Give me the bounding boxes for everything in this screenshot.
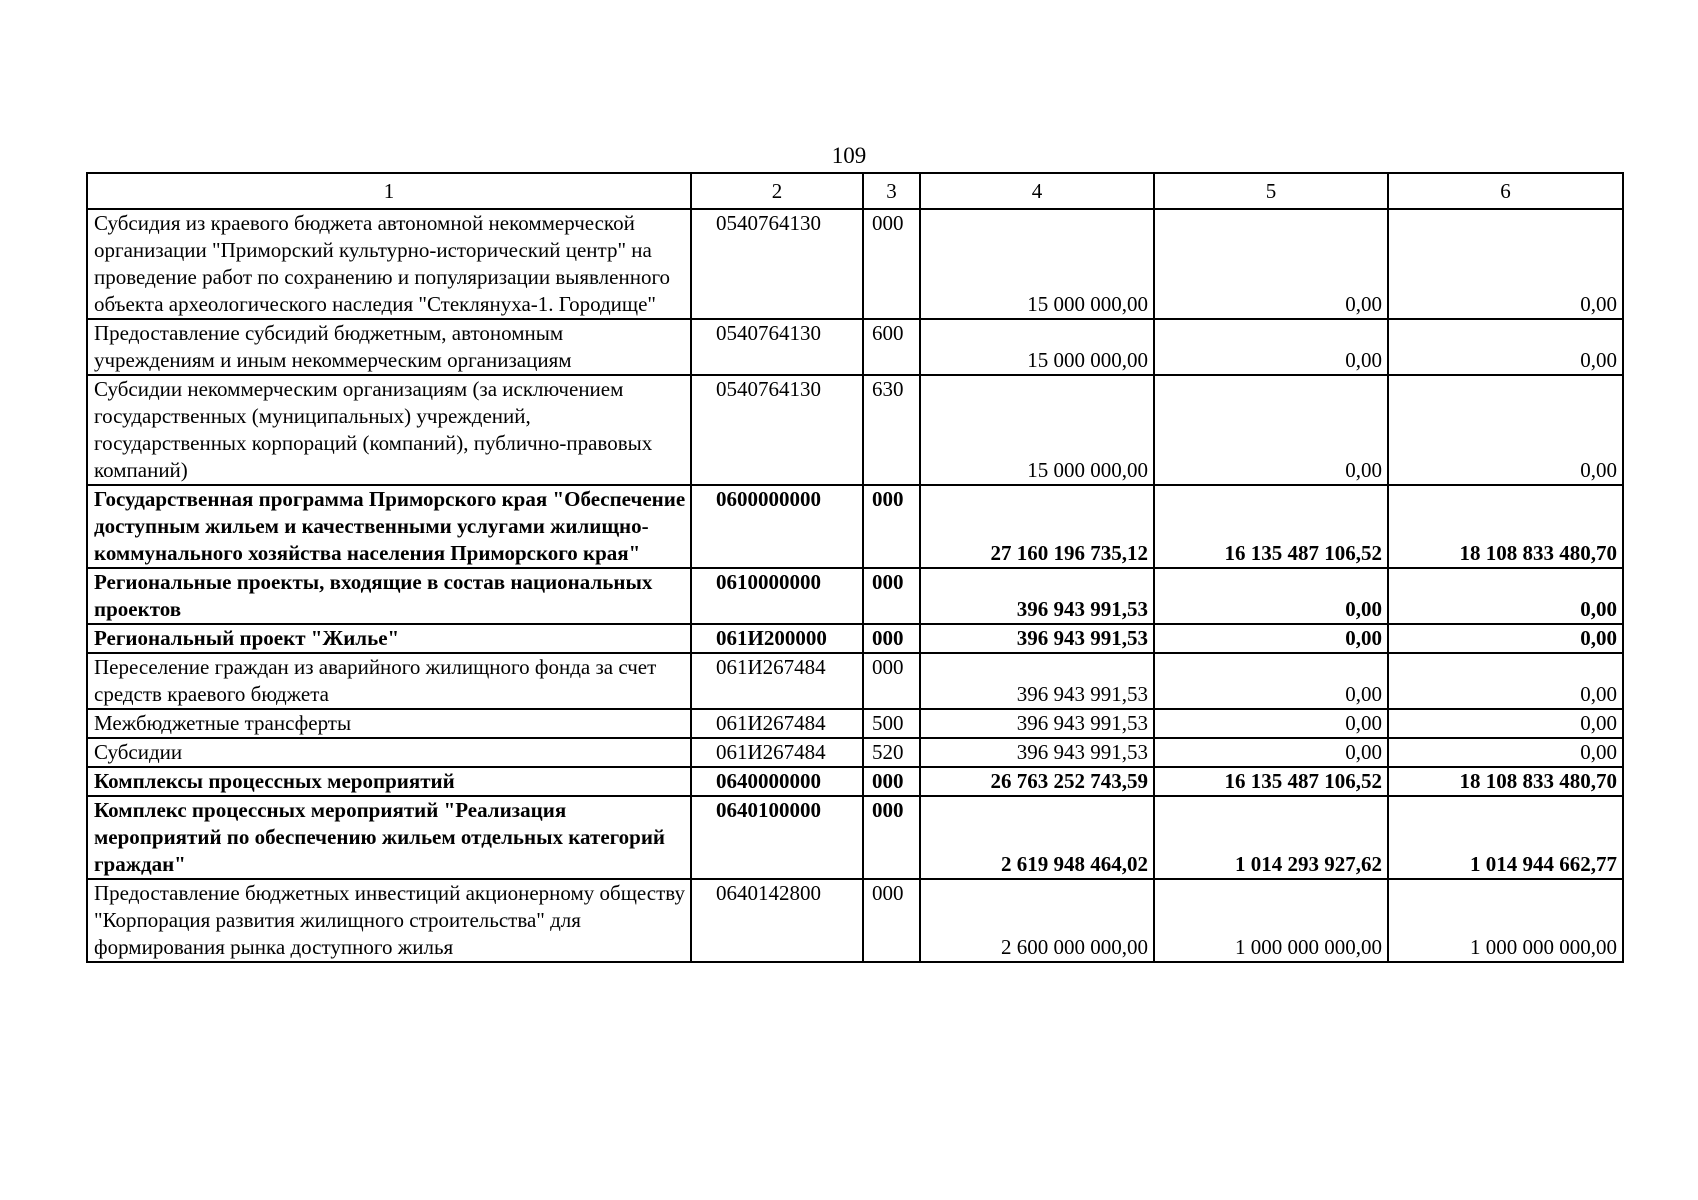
row-amount-2-cell: 1 014 293 927,62 bbox=[1154, 796, 1388, 879]
row-amount-1-cell: 27 160 196 735,12 bbox=[920, 485, 1154, 568]
row-vr-code-cell: 000 bbox=[863, 879, 920, 962]
row-amount-3-cell: 0,00 bbox=[1388, 375, 1623, 485]
row-name-cell: Региональный проект "Жилье" bbox=[87, 624, 691, 653]
row-vr-code-cell: 000 bbox=[863, 568, 920, 624]
row-name-cell: Переселение граждан из аварийного жилищного фонда за счет средств краевого бюджета bbox=[87, 653, 691, 709]
table-row bbox=[87, 319, 1623, 375]
row-csr-code-cell: 061И267484 bbox=[691, 653, 863, 709]
row-csr-code-cell: 0640000000 bbox=[691, 767, 863, 796]
row-csr-code-cell: 0610000000 bbox=[691, 568, 863, 624]
row-amount-2-cell: 0,00 bbox=[1154, 709, 1388, 738]
row-amount-1-cell: 396 943 991,53 bbox=[920, 738, 1154, 767]
row-vr-code-cell: 630 bbox=[863, 375, 920, 485]
row-amount-1-cell: 396 943 991,53 bbox=[920, 568, 1154, 624]
row-amount-2-cell: 0,00 bbox=[1154, 319, 1388, 375]
table-row bbox=[87, 653, 1623, 709]
row-amount-3-cell: 18 108 833 480,70 bbox=[1388, 767, 1623, 796]
row-csr-code-cell: 0540764130 bbox=[691, 209, 863, 319]
row-amount-2-cell: 0,00 bbox=[1154, 624, 1388, 653]
table-row bbox=[87, 796, 1623, 879]
table-row bbox=[87, 209, 1623, 319]
row-vr-code-cell: 500 bbox=[863, 709, 920, 738]
row-amount-2-cell: 16 135 487 106,52 bbox=[1154, 767, 1388, 796]
row-csr-code-cell: 0540764130 bbox=[691, 375, 863, 485]
row-name-cell: Комплексы процессных мероприятий bbox=[87, 767, 691, 796]
header-col-6: 6 bbox=[1388, 173, 1623, 209]
row-amount-3-cell: 0,00 bbox=[1388, 709, 1623, 738]
row-amount-3-cell: 0,00 bbox=[1388, 653, 1623, 709]
row-name-cell: Региональные проекты, входящие в состав национальных проектов bbox=[87, 568, 691, 624]
header-col-3: 3 bbox=[863, 173, 920, 209]
page-number: 109 bbox=[831, 143, 867, 168]
row-amount-2-cell: 0,00 bbox=[1154, 738, 1388, 767]
row-amount-1-cell: 15 000 000,00 bbox=[920, 209, 1154, 319]
row-amount-1-cell: 15 000 000,00 bbox=[920, 375, 1154, 485]
row-amount-2-cell: 16 135 487 106,52 bbox=[1154, 485, 1388, 568]
row-name-cell: Комплекс процессных мероприятий "Реализация мероприятий по обеспечению жильем отдельных категорий граждан" bbox=[87, 796, 691, 879]
row-csr-code-cell: 0600000000 bbox=[691, 485, 863, 568]
table-row bbox=[87, 375, 1623, 485]
header-col-2: 2 bbox=[691, 173, 863, 209]
row-csr-code-cell: 0640100000 bbox=[691, 796, 863, 879]
row-name-cell: Предоставление бюджетных инвестиций акционерному обществу "Корпорация развития жилищного строительства" для формирования рынка доступного жилья bbox=[87, 879, 691, 962]
row-amount-1-cell: 396 943 991,53 bbox=[920, 624, 1154, 653]
row-name-cell: Предоставление субсидий бюджетным, автономным учреждениям и иным некоммерческим организациям bbox=[87, 319, 691, 375]
row-amount-3-cell: 0,00 bbox=[1388, 624, 1623, 653]
table-row bbox=[87, 738, 1623, 767]
row-csr-code-cell: 0640142800 bbox=[691, 879, 863, 962]
row-amount-1-cell: 2 619 948 464,02 bbox=[920, 796, 1154, 879]
row-name-cell: Государственная программа Приморского края "Обеспечение доступным жильем и качественными услугами жилищно-коммунального хозяйства населения Приморского края" bbox=[87, 485, 691, 568]
table-row bbox=[87, 568, 1623, 624]
row-amount-2-cell: 1 000 000 000,00 bbox=[1154, 879, 1388, 962]
table-header-row bbox=[87, 173, 1623, 209]
row-amount-1-cell: 2 600 000 000,00 bbox=[920, 879, 1154, 962]
row-amount-3-cell: 18 108 833 480,70 bbox=[1388, 485, 1623, 568]
row-amount-3-cell: 0,00 bbox=[1388, 209, 1623, 319]
row-amount-2-cell: 0,00 bbox=[1154, 568, 1388, 624]
row-name-cell: Субсидии bbox=[87, 738, 691, 767]
row-amount-3-cell: 1 014 944 662,77 bbox=[1388, 796, 1623, 879]
row-csr-code-cell: 061И200000 bbox=[691, 624, 863, 653]
row-csr-code-cell: 0540764130 bbox=[691, 319, 863, 375]
row-amount-3-cell: 0,00 bbox=[1388, 738, 1623, 767]
row-csr-code-cell: 061И267484 bbox=[691, 709, 863, 738]
header-col-4: 4 bbox=[920, 173, 1154, 209]
row-amount-1-cell: 15 000 000,00 bbox=[920, 319, 1154, 375]
row-amount-2-cell: 0,00 bbox=[1154, 209, 1388, 319]
row-vr-code-cell: 000 bbox=[863, 653, 920, 709]
table-row bbox=[87, 624, 1623, 653]
row-vr-code-cell: 000 bbox=[863, 485, 920, 568]
row-name-cell: Субсидия из краевого бюджета автономной некоммерческой организации "Приморский культурно-исторический центр" на проведение работ по сохранению и популяризации выявленного объекта археологического наследия "Стеклянуха-1. Городище" bbox=[87, 209, 691, 319]
row-amount-2-cell: 0,00 bbox=[1154, 653, 1388, 709]
row-vr-code-cell: 600 bbox=[863, 319, 920, 375]
table-row bbox=[87, 485, 1623, 568]
row-amount-1-cell: 396 943 991,53 bbox=[920, 709, 1154, 738]
row-amount-3-cell: 0,00 bbox=[1388, 319, 1623, 375]
table-row bbox=[87, 767, 1623, 796]
budget-table bbox=[86, 172, 1624, 963]
row-amount-1-cell: 396 943 991,53 bbox=[920, 653, 1154, 709]
row-amount-2-cell: 0,00 bbox=[1154, 375, 1388, 485]
table-row bbox=[87, 709, 1623, 738]
row-csr-code-cell: 061И267484 bbox=[691, 738, 863, 767]
table-row bbox=[87, 879, 1623, 962]
header-col-5: 5 bbox=[1154, 173, 1388, 209]
row-vr-code-cell: 000 bbox=[863, 767, 920, 796]
row-vr-code-cell: 520 bbox=[863, 738, 920, 767]
table-body bbox=[87, 209, 1623, 962]
row-name-cell: Субсидии некоммерческим организациям (за исключением государственных (муниципальных) учреждений, государственных корпораций (компаний), публично-правовых компаний) bbox=[87, 375, 691, 485]
row-vr-code-cell: 000 bbox=[863, 796, 920, 879]
row-amount-1-cell: 26 763 252 743,59 bbox=[920, 767, 1154, 796]
row-amount-3-cell: 1 000 000 000,00 bbox=[1388, 879, 1623, 962]
row-vr-code-cell: 000 bbox=[863, 624, 920, 653]
row-amount-3-cell: 0,00 bbox=[1388, 568, 1623, 624]
row-vr-code-cell: 000 bbox=[863, 209, 920, 319]
row-name-cell: Межбюджетные трансферты bbox=[87, 709, 691, 738]
header-col-1: 1 bbox=[87, 173, 691, 209]
